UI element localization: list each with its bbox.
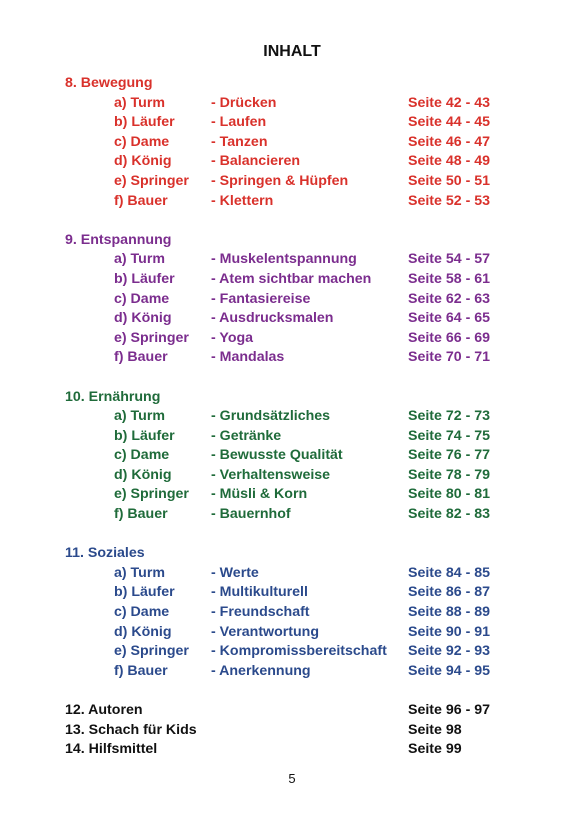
entry-topic: - Tanzen (211, 133, 268, 150)
toc-entry[interactable] (65, 583, 505, 603)
entry-page: Seite 70 - 71 (408, 349, 491, 366)
entry-topic: - Bauernhof (211, 506, 291, 523)
entry-piece: a) Turm (114, 251, 165, 268)
entry-topic: - Grundsätzliches (211, 408, 331, 425)
entry-topic: - Muskelentspannung (211, 251, 357, 268)
toc-entry[interactable] (65, 329, 505, 349)
entry-piece: d) König (114, 153, 172, 170)
entry-piece: d) König (114, 310, 172, 327)
entry-page: Seite 66 - 69 (408, 329, 491, 346)
toc-entry[interactable] (65, 446, 505, 466)
toc-entry[interactable] (65, 309, 505, 329)
toc-entry[interactable] (65, 642, 505, 662)
entry-title: 14. Hilfsmittel (65, 741, 158, 758)
entry-page: Seite 42 - 43 (408, 94, 491, 111)
toc-entry[interactable] (65, 662, 505, 682)
entry-page: Seite 64 - 65 (408, 310, 491, 327)
toc-entry[interactable] (65, 270, 505, 290)
entry-page: Seite 82 - 83 (408, 506, 491, 523)
section-heading[interactable]: 10. Ernährung (65, 388, 161, 405)
entry-topic: - Bewusste Qualität (211, 447, 343, 464)
entry-piece: c) Dame (114, 133, 170, 150)
toc-entry[interactable] (65, 721, 505, 741)
entry-topic: - Werte (211, 564, 259, 581)
entry-page: Seite 78 - 79 (408, 466, 491, 483)
toc-entry[interactable] (65, 407, 505, 427)
toc-entry[interactable] (65, 94, 505, 114)
entry-page: Seite 72 - 73 (408, 408, 491, 425)
entry-page: Seite 76 - 77 (408, 447, 491, 464)
toc-entry[interactable] (65, 564, 505, 584)
entry-piece: e) Springer (114, 172, 189, 189)
entry-page: Seite 62 - 63 (408, 290, 491, 307)
entry-topic: - Verhaltensweise (211, 466, 331, 483)
entry-piece: f) Bauer (114, 662, 168, 679)
entry-topic: - Anerkennung (211, 662, 311, 679)
entry-piece: c) Dame (114, 604, 170, 621)
entry-page: Seite 48 - 49 (408, 153, 491, 170)
toc-entry[interactable] (65, 113, 505, 133)
entry-topic: - Drücken (211, 94, 277, 111)
entry-page: Seite 80 - 81 (408, 486, 491, 503)
toc-entry[interactable] (65, 192, 505, 212)
entry-piece: b) Läufer (114, 114, 175, 131)
entry-piece: a) Turm (114, 94, 165, 111)
section-entspannung (65, 231, 505, 368)
entry-piece: a) Turm (114, 408, 165, 425)
entry-piece: f) Bauer (114, 349, 168, 366)
section-heading[interactable]: 8. Bewegung (65, 75, 153, 91)
entry-topic: - Freundschaft (211, 604, 310, 621)
entry-topic: - Mandalas (211, 349, 285, 366)
entry-piece: c) Dame (114, 447, 170, 464)
toc-entry[interactable] (65, 740, 505, 760)
section-ernaehrung (65, 388, 505, 525)
toc-entry[interactable] (65, 348, 505, 368)
entry-page: Seite 52 - 53 (408, 192, 491, 209)
page-title: INHALT (263, 43, 321, 60)
entry-topic: - Müsli & Korn (211, 486, 308, 503)
entry-piece: d) König (114, 466, 172, 483)
entry-topic: - Getränke (211, 427, 282, 444)
toc-entry[interactable] (65, 603, 505, 623)
toc-entry[interactable] (65, 152, 505, 172)
section-bewegung (65, 74, 505, 211)
entry-piece: b) Läufer (114, 427, 175, 444)
toc-entry[interactable] (65, 466, 505, 486)
entry-piece: e) Springer (114, 329, 189, 346)
entry-topic: - Multikulturell (211, 584, 308, 601)
toc-entry[interactable] (65, 250, 505, 270)
entry-page: Seite 84 - 85 (408, 564, 491, 581)
toc-entry[interactable] (65, 701, 505, 721)
entry-page: Seite 88 - 89 (408, 604, 491, 621)
toc-entry[interactable] (65, 505, 505, 525)
entry-page: Seite 50 - 51 (408, 172, 491, 189)
toc-entry[interactable] (65, 290, 505, 310)
section-heading[interactable]: 11. Soziales (65, 545, 145, 562)
entry-piece: f) Bauer (114, 506, 168, 523)
toc-entry[interactable] (65, 427, 505, 447)
entry-piece: e) Springer (114, 643, 189, 660)
entry-page: Seite 94 - 95 (408, 662, 491, 679)
entry-title: 12. Autoren (65, 702, 143, 718)
entry-topic: - Atem sichtbar machen (211, 270, 372, 287)
entry-page: Seite 74 - 75 (408, 427, 491, 444)
entry-topic: - Ausdrucksmalen (211, 310, 334, 327)
entry-piece: a) Turm (114, 564, 165, 581)
entry-piece: b) Läufer (114, 584, 175, 601)
entry-page: Seite 92 - 93 (408, 643, 491, 660)
section-heading[interactable]: 9. Entspannung (65, 231, 172, 248)
entry-page: Seite 54 - 57 (408, 251, 491, 268)
entry-page: Seite 44 - 45 (408, 114, 491, 131)
entry-piece: d) König (114, 623, 172, 640)
entry-page: Seite 46 - 47 (408, 133, 491, 150)
entry-page: Seite 98 (408, 721, 462, 738)
toc-entry[interactable] (65, 172, 505, 192)
entry-topic: - Springen & Hüpfen (211, 172, 349, 189)
entry-page: Seite 96 - 97 (408, 702, 491, 718)
entry-piece: c) Dame (114, 290, 170, 307)
section-soziales (65, 544, 505, 681)
toc-entry[interactable] (65, 623, 505, 643)
entry-topic: - Yoga (211, 329, 254, 346)
page-number: 5 (288, 771, 296, 786)
section-final (65, 701, 505, 760)
entry-topic: - Balancieren (211, 153, 301, 170)
entry-topic: - Verantwortung (211, 623, 319, 640)
entry-piece: f) Bauer (114, 192, 168, 209)
entry-page: Seite 58 - 61 (408, 270, 491, 287)
entry-topic: - Laufen (211, 114, 267, 131)
entry-page: Seite 86 - 87 (408, 584, 491, 601)
table-of-contents (65, 74, 505, 779)
entry-page: Seite 99 (408, 741, 462, 758)
entry-page: Seite 90 - 91 (408, 623, 491, 640)
toc-entry[interactable] (65, 485, 505, 505)
entry-piece: e) Springer (114, 486, 189, 503)
entry-topic: - Fantasiereise (211, 290, 311, 307)
entry-piece: b) Läufer (114, 270, 175, 287)
toc-entry[interactable] (65, 133, 505, 153)
entry-topic: - Kompromissbereitschaft (211, 643, 387, 660)
entry-topic: - Klettern (211, 192, 274, 209)
entry-title: 13. Schach für Kids (65, 721, 197, 738)
